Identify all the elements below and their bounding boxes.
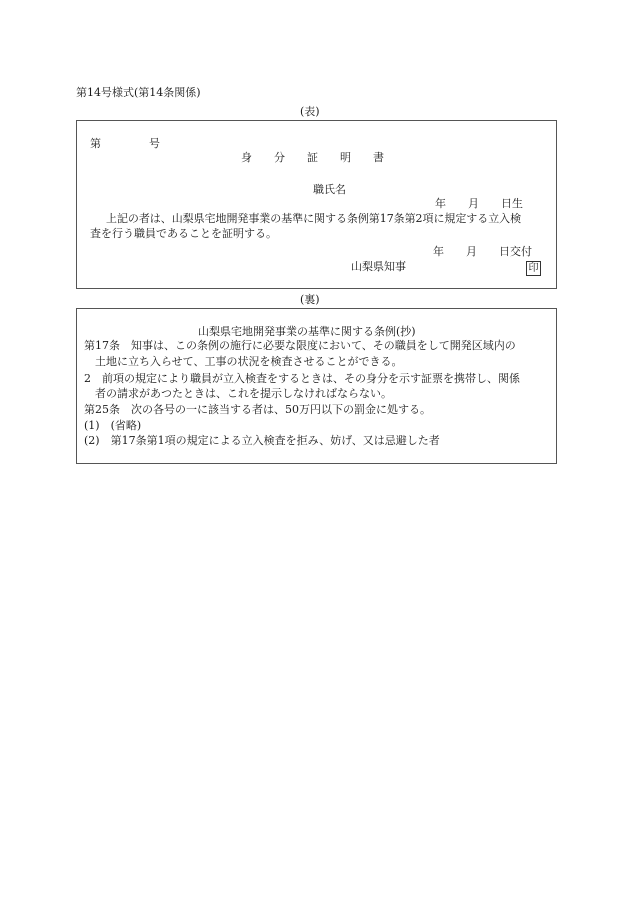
body-line-2: 査を行う職員であることを証明する。 (90, 227, 277, 240)
number-go: 号 (149, 137, 160, 150)
article-17-para-2-line-2: 者の請求があつたときは、これを提示しなければならない。 (95, 387, 392, 400)
item-2: (2) 第17条第1項の規定による立入検査を拒み、妨げ、又は忌避した者 (84, 434, 440, 447)
governor-label: 山梨県知事 (351, 260, 406, 273)
number-dai: 第 (90, 137, 101, 150)
back-label: (裏) (300, 293, 320, 306)
name-label: 職氏名 (313, 183, 346, 196)
issue-date-line: 年 月 日交付 (433, 245, 532, 258)
front-card (76, 120, 557, 289)
article-25: 第25条 次の各号の一に該当する者は、50万円以下の罰金に処する。 (84, 403, 431, 416)
seal-mark: 印 (526, 261, 541, 276)
body-line-1: 上記の者は、山梨県宅地開発事業の基準に関する条例第17条第2項に規定する立入検 (106, 212, 522, 225)
back-card (76, 308, 557, 464)
certificate-title: 身 分 証 明 書 (241, 151, 384, 164)
form-header: 第14号様式(第14条関係) (76, 86, 201, 99)
ordinance-title: 山梨県宅地開発事業の基準に関する条例(抄) (198, 325, 416, 338)
birth-date-line: 年 月 日生 (435, 197, 523, 210)
article-17-para-2-line-1: 2 前項の規定により職員が立入検査をするときは、その身分を示す証票を携帯し、関係 (84, 372, 520, 385)
front-label: (表) (300, 105, 320, 118)
article-17-line-1: 第17条 知事は、この条例の施行に必要な限度において、その職員をして開発区域内の (84, 339, 516, 352)
item-1: (1) (省略) (84, 419, 142, 432)
article-17-line-2: 土地に立ち入らせて、工事の状況を検査させることができる。 (95, 355, 403, 368)
